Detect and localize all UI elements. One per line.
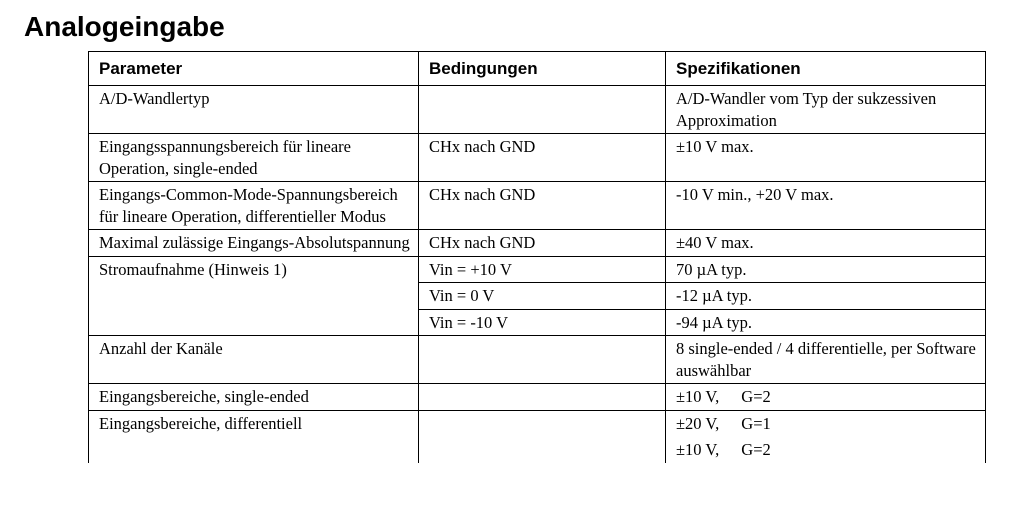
spec-line <box>676 413 981 435</box>
cell-parameter: A/D-Wandlertyp <box>89 86 419 134</box>
header-conditions: Bedingungen <box>419 52 666 86</box>
spec-table <box>88 51 986 463</box>
cell-condition <box>419 410 666 463</box>
table-header-row <box>89 52 986 86</box>
cell-condition: Vin = 0 V <box>419 283 666 310</box>
spec-range: ±20 V, <box>676 413 720 433</box>
spec-range: ±10 V, <box>676 387 720 406</box>
spec-line <box>676 439 981 461</box>
cell-spec: ±40 V max. <box>666 230 986 257</box>
table-row <box>89 86 986 134</box>
cell-parameter: Eingangsbereiche, single-ended <box>89 384 419 411</box>
cell-condition: CHx nach GND <box>419 134 666 182</box>
table-row <box>89 134 986 182</box>
cell-spec: 70 µA typ. <box>666 256 986 283</box>
cell-parameter: Stromaufnahme (Hinweis 1) <box>89 256 419 336</box>
table-row <box>89 230 986 257</box>
spec-gain: G=2 <box>741 440 771 459</box>
cell-parameter: Eingangsbereiche, differentiell <box>89 410 419 463</box>
cell-spec: 8 single-ended / 4 differentielle, per Software auswählbar <box>666 336 986 384</box>
cell-parameter: Anzahl der Kanäle <box>89 336 419 384</box>
spec-gain: G=1 <box>741 413 771 433</box>
cell-condition: Vin = +10 V <box>419 256 666 283</box>
cell-condition: CHx nach GND <box>419 182 666 230</box>
spec-range: ±10 V, <box>676 440 720 459</box>
cell-spec: -10 V min., +20 V max. <box>666 182 986 230</box>
cell-spec: -94 µA typ. <box>666 309 986 336</box>
spec-gain: G=2 <box>741 387 771 406</box>
cell-parameter: Eingangsspannungsbereich für lineare Operation, single-ended <box>89 134 419 182</box>
cell-condition: Vin = -10 V <box>419 309 666 336</box>
table-row <box>89 256 986 283</box>
cell-condition <box>419 384 666 411</box>
header-parameter: Parameter <box>89 52 419 86</box>
cell-condition <box>419 336 666 384</box>
cell-condition: CHx nach GND <box>419 230 666 257</box>
cell-condition <box>419 86 666 134</box>
cell-spec: ±10 V max. <box>666 134 986 182</box>
table-row <box>89 182 986 230</box>
cell-spec <box>666 384 986 411</box>
table-row <box>89 384 986 411</box>
cell-spec: -12 µA typ. <box>666 283 986 310</box>
cell-parameter: Eingangs-Common-Mode-Spannungsbereich für lineare Operation, differentieller Modus <box>89 182 419 230</box>
table-row <box>89 336 986 384</box>
cell-parameter: Maximal zulässige Eingangs-Absolutspannung <box>89 230 419 257</box>
header-specifications: Spezifikationen <box>666 52 986 86</box>
cell-spec: A/D-Wandler vom Typ der sukzessiven Approximation <box>666 86 986 134</box>
cell-spec <box>666 410 986 463</box>
page-title: Analogeingabe <box>24 11 225 42</box>
table-row <box>89 410 986 463</box>
